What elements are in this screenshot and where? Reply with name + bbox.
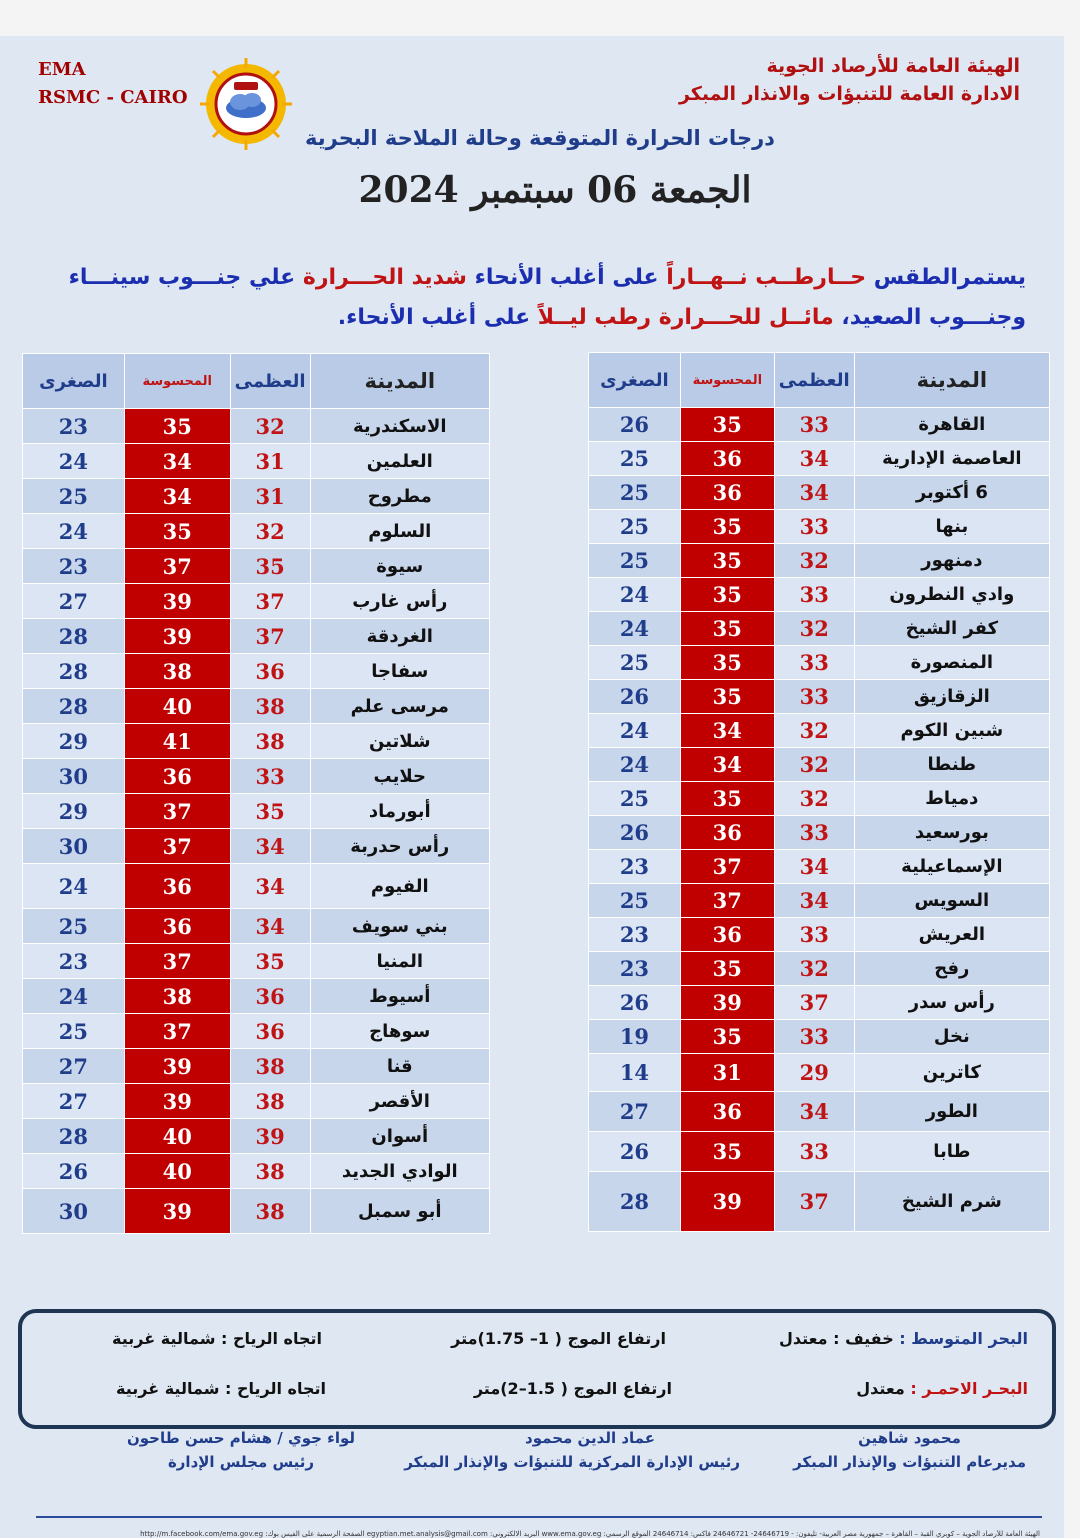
table-row: [589, 816, 1050, 850]
mediterranean-state: البحر المتوسط : خفيف : معتدل: [778, 1329, 1028, 1348]
min-temp-cell: 28: [23, 654, 125, 689]
city-cell: السلوم: [310, 514, 489, 549]
feels-like-cell: 35: [124, 409, 230, 444]
feels-like-cell: 35: [680, 578, 774, 612]
city-cell: الأقصر: [310, 1084, 489, 1119]
table-row: [589, 884, 1050, 918]
table-row: [589, 1172, 1050, 1232]
min-temp-cell: 23: [589, 850, 681, 884]
city-cell: أسوان: [310, 1119, 489, 1154]
column-header-feels: المحسوسة: [680, 353, 774, 408]
table-row: [589, 476, 1050, 510]
feels-like-cell: 34: [124, 479, 230, 514]
feels-like-cell: 35: [680, 544, 774, 578]
min-temp-cell: 27: [23, 584, 125, 619]
max-temp-cell: 38: [230, 1189, 310, 1234]
feels-like-cell: 41: [124, 724, 230, 759]
max-temp-cell: 31: [230, 444, 310, 479]
min-temp-cell: 26: [589, 408, 681, 442]
city-cell: بني سويف: [310, 909, 489, 944]
red-sea-wind-direction: اتجاه الرياح : شمالية غربية: [116, 1379, 326, 1398]
min-temp-cell: 23: [23, 944, 125, 979]
table-row: [23, 759, 490, 794]
feels-like-cell: 35: [680, 1132, 774, 1172]
table-row: [23, 794, 490, 829]
min-temp-cell: 24: [589, 612, 681, 646]
city-cell: سوهاج: [310, 1014, 489, 1049]
feels-like-cell: 39: [124, 1084, 230, 1119]
min-temp-cell: 25: [589, 884, 681, 918]
feels-like-cell: 40: [124, 1154, 230, 1189]
min-temp-cell: 26: [589, 1132, 681, 1172]
max-temp-cell: 32: [230, 514, 310, 549]
table-row: [589, 748, 1050, 782]
table-row: [23, 944, 490, 979]
min-temp-cell: 26: [589, 680, 681, 714]
min-temp-cell: 30: [23, 829, 125, 864]
city-cell: العاصمة الإدارية: [854, 442, 1049, 476]
max-temp-cell: 32: [774, 782, 854, 816]
table-row: [589, 544, 1050, 578]
city-cell: مطروح: [310, 479, 489, 514]
sea-state-box: [18, 1309, 1056, 1429]
min-temp-cell: 14: [589, 1054, 681, 1092]
feels-like-cell: 37: [680, 884, 774, 918]
table-row: [589, 1054, 1050, 1092]
max-temp-cell: 33: [774, 1020, 854, 1054]
min-temp-cell: 24: [589, 748, 681, 782]
table-row: [589, 850, 1050, 884]
city-cell: أبو سمبل: [310, 1189, 489, 1234]
feels-like-cell: 36: [680, 1092, 774, 1132]
max-temp-cell: 38: [230, 724, 310, 759]
max-temp-cell: 32: [774, 612, 854, 646]
max-temp-cell: 34: [230, 829, 310, 864]
city-cell: رفح: [854, 952, 1049, 986]
table-header-row: [589, 353, 1050, 408]
feels-like-cell: 35: [680, 1020, 774, 1054]
min-temp-cell: 27: [589, 1092, 681, 1132]
weather-description: يستمرالطقس حــارطــب نــهــاراً على أغلب الأنحاء شديد الحـــرارة علي جنـــوب سينـــاء وجنـــوب الصعيد، مائــل للحـــرارة رطب ليــلاً على أغلب الأنحاء.: [68, 265, 1026, 330]
min-temp-cell: 25: [23, 479, 125, 514]
mediterranean-wind-direction: اتجاه الرياح : شمالية غربية: [112, 1329, 322, 1348]
feels-like-cell: 35: [680, 646, 774, 680]
table-row: [589, 646, 1050, 680]
ema-label: EMA RSMC - CAIRO: [38, 59, 188, 108]
max-temp-cell: 36: [230, 979, 310, 1014]
table-row: [23, 444, 490, 479]
feels-like-cell: 35: [124, 514, 230, 549]
max-temp-cell: 29: [774, 1054, 854, 1092]
table-row: [23, 909, 490, 944]
city-cell: طنطا: [854, 748, 1049, 782]
city-cell: المنيا: [310, 944, 489, 979]
max-temp-cell: 34: [230, 909, 310, 944]
min-temp-cell: 27: [23, 1084, 125, 1119]
table-row: [589, 1020, 1050, 1054]
min-temp-cell: 23: [589, 952, 681, 986]
city-cell: الإسماعيلية: [854, 850, 1049, 884]
feels-like-cell: 39: [124, 1049, 230, 1084]
max-temp-cell: 32: [230, 409, 310, 444]
feels-like-cell: 37: [124, 794, 230, 829]
city-cell: العلمين: [310, 444, 489, 479]
table-row: [589, 918, 1050, 952]
max-temp-cell: 34: [774, 476, 854, 510]
max-temp-cell: 32: [774, 544, 854, 578]
feels-like-cell: 34: [124, 444, 230, 479]
feels-like-cell: 40: [124, 689, 230, 724]
feels-like-cell: 36: [680, 918, 774, 952]
signature-chairman: لواء جوي / هشام حسن طاحون رئيس مجلس الإدارة: [126, 1429, 356, 1471]
city-cell: شلاتين: [310, 724, 489, 759]
min-temp-cell: 25: [589, 646, 681, 680]
city-cell: الفيوم: [310, 864, 489, 909]
min-temp-cell: 25: [589, 476, 681, 510]
max-temp-cell: 33: [774, 816, 854, 850]
max-temp-cell: 32: [774, 748, 854, 782]
min-temp-cell: 26: [589, 816, 681, 850]
feels-like-cell: 36: [124, 864, 230, 909]
city-cell: بنها: [854, 510, 1049, 544]
city-cell: طابا: [854, 1132, 1049, 1172]
min-temp-cell: 28: [23, 1119, 125, 1154]
max-temp-cell: 31: [230, 479, 310, 514]
max-temp-cell: 32: [774, 714, 854, 748]
max-temp-cell: 33: [774, 578, 854, 612]
max-temp-cell: 35: [230, 944, 310, 979]
table-row: [589, 442, 1050, 476]
left-temperature-table: [22, 353, 490, 1234]
city-cell: رأس حدربة: [310, 829, 489, 864]
table-row: [23, 584, 490, 619]
table-row: [589, 986, 1050, 1020]
city-cell: السويس: [854, 884, 1049, 918]
min-temp-cell: 23: [589, 918, 681, 952]
feels-like-cell: 39: [124, 584, 230, 619]
max-temp-cell: 38: [230, 689, 310, 724]
min-temp-cell: 30: [23, 759, 125, 794]
min-temp-cell: 28: [23, 619, 125, 654]
table-row: [589, 952, 1050, 986]
column-header-min: الصغرى: [589, 353, 681, 408]
table-row: [589, 782, 1050, 816]
max-temp-cell: 37: [774, 986, 854, 1020]
city-cell: القاهرة: [854, 408, 1049, 442]
min-temp-cell: 28: [23, 689, 125, 724]
city-cell: الوادي الجديد: [310, 1154, 489, 1189]
min-temp-cell: 19: [589, 1020, 681, 1054]
max-temp-cell: 39: [230, 1119, 310, 1154]
table-row: [589, 680, 1050, 714]
table-row: [589, 510, 1050, 544]
min-temp-cell: 28: [589, 1172, 681, 1232]
feels-like-cell: 35: [680, 680, 774, 714]
table-row: [23, 1049, 490, 1084]
min-temp-cell: 25: [589, 782, 681, 816]
max-temp-cell: 34: [774, 442, 854, 476]
red-sea-wave-height: ارتفاع الموج ( 1.5–2)متر: [473, 1379, 672, 1398]
column-header-min: الصغرى: [23, 354, 125, 409]
min-temp-cell: 24: [23, 979, 125, 1014]
table-row: [589, 1132, 1050, 1172]
signature-central-director: عماد الدين محمود رئيس الإدارة المركزية للتنبؤات والإنذار المبكر: [404, 1429, 740, 1471]
table-row: [23, 724, 490, 759]
feels-like-cell: 40: [124, 1119, 230, 1154]
city-cell: دمياط: [854, 782, 1049, 816]
table-row: [23, 479, 490, 514]
max-temp-cell: 33: [774, 918, 854, 952]
city-cell: شبين الكوم: [854, 714, 1049, 748]
max-temp-cell: 38: [230, 1154, 310, 1189]
feels-like-cell: 35: [680, 510, 774, 544]
city-cell: الغردقة: [310, 619, 489, 654]
max-temp-cell: 37: [230, 584, 310, 619]
city-cell: رأس غارب: [310, 584, 489, 619]
feels-like-cell: 34: [680, 714, 774, 748]
column-header-max: العظمى: [774, 353, 854, 408]
column-header-feels: المحسوسة: [124, 354, 230, 409]
max-temp-cell: 36: [230, 654, 310, 689]
min-temp-cell: 25: [23, 1014, 125, 1049]
max-temp-cell: 37: [230, 619, 310, 654]
feels-like-cell: 37: [680, 850, 774, 884]
max-temp-cell: 33: [774, 510, 854, 544]
min-temp-cell: 23: [23, 549, 125, 584]
table-row: [23, 1119, 490, 1154]
min-temp-cell: 24: [23, 444, 125, 479]
city-cell: كفر الشيخ: [854, 612, 1049, 646]
table-row: [589, 408, 1050, 442]
table-row: [589, 578, 1050, 612]
feels-like-cell: 39: [124, 1189, 230, 1234]
min-temp-cell: 26: [23, 1154, 125, 1189]
min-temp-cell: 24: [589, 714, 681, 748]
feels-like-cell: 37: [124, 549, 230, 584]
min-temp-cell: 24: [23, 514, 125, 549]
city-cell: 6 أكتوبر: [854, 476, 1049, 510]
footer-contact: الهيئة العامة للأرصاد الجوية – كوبري القبة – القاهرة – جمهورية مصر العربية- تليفون: - 24646719- 24646721 فاكس: 24646714 الموقع الرسمي: www.ema.gov.eg البريد الالكتروني: egyptian.met.analysis@gmail.com الصفحة الرسمية على الفيس بوك: http://m.facebook.com/ema.gov.eg: [140, 1530, 1040, 1538]
table-row: [23, 864, 490, 909]
city-cell: سيوة: [310, 549, 489, 584]
max-temp-cell: 35: [230, 794, 310, 829]
table-row: [23, 1014, 490, 1049]
city-cell: دمنهور: [854, 544, 1049, 578]
city-cell: سفاجا: [310, 654, 489, 689]
min-temp-cell: 26: [589, 986, 681, 1020]
feels-like-cell: 37: [124, 829, 230, 864]
table-row: [589, 714, 1050, 748]
max-temp-cell: 32: [774, 952, 854, 986]
feels-like-cell: 31: [680, 1054, 774, 1092]
city-cell: أبورماد: [310, 794, 489, 829]
column-header-city: المدينة: [310, 354, 489, 409]
organization-name: الهيئة العامة للأرصاد الجوية الادارة العامة للتنبؤات والانذار المبكر: [678, 55, 1020, 105]
city-cell: رأس سدر: [854, 986, 1049, 1020]
min-temp-cell: 24: [589, 578, 681, 612]
min-temp-cell: 25: [589, 510, 681, 544]
feels-like-cell: 37: [124, 944, 230, 979]
feels-like-cell: 39: [680, 986, 774, 1020]
feels-like-cell: 35: [680, 408, 774, 442]
table-row: [23, 689, 490, 724]
max-temp-cell: 34: [230, 864, 310, 909]
max-temp-cell: 38: [230, 1049, 310, 1084]
table-row: [23, 1084, 490, 1119]
feels-like-cell: 36: [124, 909, 230, 944]
city-cell: أسيوط: [310, 979, 489, 1014]
page-title: درجات الحرارة المتوقعة وحالة الملاحة البحرية: [305, 126, 775, 150]
min-temp-cell: 29: [23, 794, 125, 829]
min-temp-cell: 24: [23, 864, 125, 909]
max-temp-cell: 33: [774, 408, 854, 442]
table-row: [23, 514, 490, 549]
max-temp-cell: 34: [774, 850, 854, 884]
city-cell: مرسى علم: [310, 689, 489, 724]
city-cell: كاترين: [854, 1054, 1049, 1092]
table-row: [589, 1092, 1050, 1132]
city-cell: الاسكندرية: [310, 409, 489, 444]
city-cell: حلايب: [310, 759, 489, 794]
feels-like-cell: 36: [680, 816, 774, 850]
city-cell: المنصورة: [854, 646, 1049, 680]
city-cell: الطور: [854, 1092, 1049, 1132]
city-cell: قنا: [310, 1049, 489, 1084]
max-temp-cell: 34: [774, 1092, 854, 1132]
column-header-city: المدينة: [854, 353, 1049, 408]
city-cell: بورسعيد: [854, 816, 1049, 850]
signature-forecast-director: محمود شاهين مديرعام التنبؤات والإنذار المبكر: [793, 1429, 1026, 1471]
table-row: [23, 979, 490, 1014]
footer-divider: [36, 1516, 1042, 1518]
feels-like-cell: 36: [680, 476, 774, 510]
feels-like-cell: 38: [124, 654, 230, 689]
max-temp-cell: 33: [774, 1132, 854, 1172]
feels-like-cell: 37: [124, 1014, 230, 1049]
feels-like-cell: 38: [124, 979, 230, 1014]
table-row: [23, 1154, 490, 1189]
min-temp-cell: 23: [23, 409, 125, 444]
max-temp-cell: 38: [230, 1084, 310, 1119]
feels-like-cell: 34: [680, 748, 774, 782]
table-row: [23, 1189, 490, 1234]
bulletin-sheet: [0, 36, 1064, 1538]
feels-like-cell: 39: [680, 1172, 774, 1232]
min-temp-cell: 25: [23, 909, 125, 944]
table-row: [23, 829, 490, 864]
table-row: [23, 654, 490, 689]
min-temp-cell: 30: [23, 1189, 125, 1234]
city-cell: العريش: [854, 918, 1049, 952]
max-temp-cell: 35: [230, 549, 310, 584]
right-temperature-table: [588, 352, 1050, 1232]
feels-like-cell: 36: [680, 442, 774, 476]
feels-like-cell: 35: [680, 612, 774, 646]
min-temp-cell: 25: [589, 544, 681, 578]
table-header-row: [23, 354, 490, 409]
city-cell: نخل: [854, 1020, 1049, 1054]
min-temp-cell: 25: [589, 442, 681, 476]
mediterranean-wave-height: ارتفاع الموج ( 1– 1.75)متر: [451, 1329, 666, 1348]
feels-like-cell: 39: [124, 619, 230, 654]
city-cell: وادي النطرون: [854, 578, 1049, 612]
table-row: [23, 619, 490, 654]
feels-like-cell: 36: [124, 759, 230, 794]
forecast-date: الجمعة 06 سبتمبر 2024: [358, 169, 752, 211]
min-temp-cell: 27: [23, 1049, 125, 1084]
max-temp-cell: 33: [774, 680, 854, 714]
feels-like-cell: 35: [680, 952, 774, 986]
city-cell: الزقازيق: [854, 680, 1049, 714]
min-temp-cell: 29: [23, 724, 125, 759]
max-temp-cell: 34: [774, 884, 854, 918]
table-row: [23, 409, 490, 444]
table-row: [23, 549, 490, 584]
max-temp-cell: 37: [774, 1172, 854, 1232]
max-temp-cell: 33: [774, 646, 854, 680]
city-cell: شرم الشيخ: [854, 1172, 1049, 1232]
red-sea-state: البحـر الاحمـر : معتدل: [856, 1379, 1028, 1398]
max-temp-cell: 36: [230, 1014, 310, 1049]
max-temp-cell: 33: [230, 759, 310, 794]
table-row: [589, 612, 1050, 646]
feels-like-cell: 35: [680, 782, 774, 816]
column-header-max: العظمى: [230, 354, 310, 409]
